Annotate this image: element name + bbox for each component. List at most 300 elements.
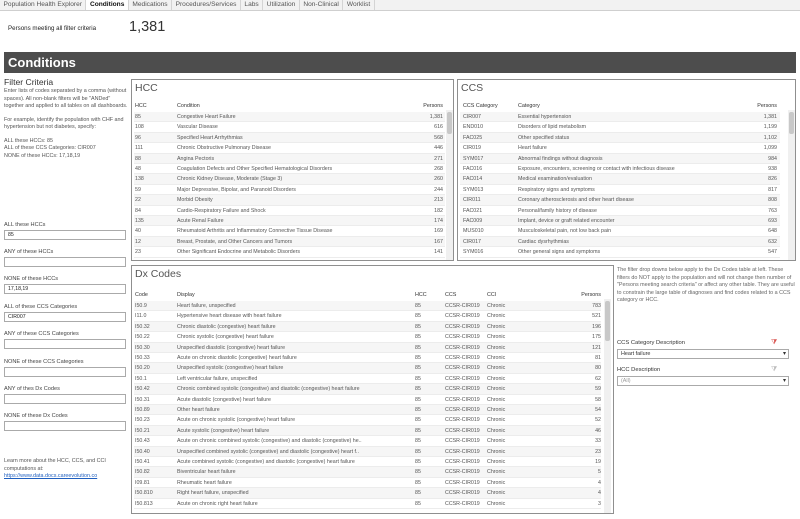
ccs-scrollbar-thumb[interactable]	[789, 112, 794, 134]
ccs-cell-persons: 984	[768, 155, 777, 162]
ccs-cell-category: Heart failure	[518, 145, 547, 152]
dx-cell-ccs: CCSR-CIR019	[445, 417, 480, 424]
dx-cell-display: Unspecified diastolic (congestive) heart failure	[177, 344, 286, 351]
ccs-category-filter-label: CCS Category Description	[617, 340, 685, 346]
dx-cell-display: Chronic diastolic (congestive) heart failure	[177, 323, 276, 330]
any-of-these-hccs-label: ANY of these HCCs	[4, 249, 54, 255]
hcc-cell-hcc: 111	[135, 145, 144, 152]
table-row[interactable]	[134, 237, 445, 247]
learn-more-text: Learn more about the HCC, CCS, and CCI computations at:	[4, 458, 106, 472]
ccs-cell-category: Exposure, encounters, screening or contact with infectious disease	[518, 166, 675, 172]
dx-cell-ccs: CCSR-CIR019	[445, 427, 480, 434]
dx-cell-display: Left ventricular failure, unspecified	[177, 375, 258, 382]
table-row[interactable]	[134, 185, 445, 195]
hcc-cell-hcc: 88	[135, 155, 141, 162]
hcc-cell-hcc: 85	[135, 114, 141, 120]
table-row[interactable]	[134, 488, 601, 498]
dx-cell-hcc: 85	[415, 334, 421, 341]
dx-cell-code: I50.9	[135, 303, 147, 309]
dx-cell-display: Chronic combined systolic (congestive) and diastolic (congestive) heart failure	[177, 386, 360, 393]
dx-cell-code: I50.43	[135, 438, 150, 445]
learn-more	[4, 458, 128, 481]
dx-cell-code: I50.33	[135, 355, 150, 361]
dx-cell-cci: Chronic	[487, 469, 506, 476]
ccs-category-dropdown-value: Heart failure	[621, 351, 651, 357]
hcc-cell-condition: Cardio-Respiratory Failure and Shock	[177, 207, 266, 214]
dx-cell-display: Rheumatic heart failure	[177, 479, 232, 486]
hcc-cell-hcc: 108	[135, 124, 144, 131]
table-row[interactable]	[134, 164, 445, 174]
ccs-cell-ccs-category: MUS010	[463, 228, 484, 235]
none-of-these-dx-codes-input[interactable]	[4, 421, 126, 431]
dx-cell-hcc: 85	[415, 448, 421, 455]
ccs-cell-category: Other specified status	[518, 134, 570, 141]
dx-cell-display: Acute on chronic combined systolic (congestive) and diastolic (congestive) he..	[177, 438, 362, 445]
dx-cell-hcc: 85	[415, 427, 421, 434]
ccs-cell-ccs-category: CIR017	[463, 238, 481, 245]
all-these-hccs-label: ALL these HCCs	[4, 222, 46, 228]
dx-cell-ccs: CCSR-CIR019	[445, 500, 480, 507]
filter-criteria-title: Filter Criteria	[4, 77, 54, 87]
tab-utilization[interactable]: Utilization	[263, 0, 300, 10]
ccs-header-category[interactable]: Category	[518, 103, 540, 109]
hcc-cell-condition: Major Depressive, Bipolar, and Paranoid Disorders	[177, 186, 296, 193]
table-row[interactable]	[134, 112, 445, 122]
dx-cell-ccs: CCSR-CIR019	[445, 344, 480, 351]
hcc-cell-persons: 260	[434, 176, 443, 183]
hcc-cell-hcc: 48	[135, 166, 141, 172]
table-row[interactable]	[134, 478, 601, 488]
ccs-header-persons[interactable]: Persons	[757, 103, 777, 109]
table-row[interactable]	[460, 154, 780, 164]
filter-example-2: ALL of these CCS Categories: CIR007	[4, 145, 96, 151]
dx-cell-persons: 46	[595, 427, 601, 434]
dx-cell-persons: 81	[595, 355, 601, 361]
dx-cell-display: Chronic systolic (congestive) heart failure	[177, 334, 274, 341]
dx-cell-cci: Chronic	[487, 334, 506, 341]
dx-cell-code: I09.81	[135, 479, 150, 486]
hcc-header-condition[interactable]: Condition	[177, 103, 200, 109]
dx-cell-ccs: CCSR-CIR019	[445, 407, 480, 413]
hcc-cell-condition: Acute Renal Failure	[177, 218, 224, 224]
dx-cell-code: I50.22	[135, 334, 150, 341]
chevron-down-icon: ▾	[782, 351, 786, 357]
table-row[interactable]	[134, 122, 445, 132]
filter-example-3: NONE of these HCCs: 17,18,19	[4, 152, 81, 159]
dx-cell-code: I50.31	[135, 396, 150, 403]
dx-cell-cci: Chronic	[487, 490, 506, 497]
dx-cell-hcc: 85	[415, 417, 421, 424]
dx-header-persons[interactable]: Persons	[581, 292, 601, 298]
dx-cell-persons: 58	[595, 396, 601, 403]
table-row[interactable]	[134, 405, 601, 415]
table-row[interactable]	[134, 216, 445, 226]
ccs-cell-persons: 938	[768, 166, 777, 172]
dx-cell-cci: Chronic	[487, 417, 506, 424]
dx-cell-display: Acute on chronic diastolic (congestive) heart failure	[177, 355, 297, 361]
dx-cell-display: Acute systolic (congestive) heart failure	[177, 427, 270, 434]
table-row[interactable]	[134, 247, 445, 257]
table-row[interactable]	[460, 195, 780, 205]
dx-cell-hcc: 85	[415, 469, 421, 476]
ccs-cell-ccs-category: CIR019	[463, 145, 481, 152]
dx-cell-persons: 52	[595, 417, 601, 424]
dx-cell-cci: Chronic	[487, 375, 506, 382]
table-row[interactable]	[134, 311, 601, 321]
hcc-table-title: HCC	[135, 82, 158, 94]
dx-cell-persons: 4	[598, 490, 601, 497]
ccs-cell-persons: 817	[768, 186, 777, 193]
table-row[interactable]	[134, 226, 445, 236]
hcc-cell-condition: Breast, Prostate, and Other Cancers and Tumors	[177, 238, 293, 245]
dx-cell-code: I50.42	[135, 386, 150, 393]
tab-medications[interactable]: Medications	[129, 0, 172, 10]
table-row[interactable]	[134, 384, 601, 394]
ccs-scrollbar[interactable]	[788, 110, 795, 260]
tab-non-clinical[interactable]: Non-Clinical	[300, 0, 344, 10]
tab-population-health-explorer[interactable]: Population Health Explorer	[0, 0, 86, 10]
ccs-cell-ccs-category: SYM017	[463, 155, 484, 162]
table-row[interactable]	[460, 247, 780, 257]
dx-cell-display: Acute on chronic right heart failure	[177, 500, 258, 507]
table-row[interactable]	[460, 226, 780, 236]
table-row[interactable]	[134, 499, 601, 509]
dx-cell-display: Biventricular heart failure	[177, 469, 236, 476]
dx-cell-display: Unspecified combined systolic (congestive) and diastolic (congestive) heart f..	[177, 448, 359, 455]
ccs-cell-category: Cardiac dysrhythmias	[518, 238, 569, 245]
hcc-scrollbar[interactable]	[446, 110, 453, 260]
table-row[interactable]	[134, 322, 601, 332]
dx-scrollbar-thumb[interactable]	[605, 301, 610, 341]
summary-count: 1,381	[129, 19, 166, 35]
hcc-cell-hcc: 59	[135, 186, 141, 193]
dx-header-code[interactable]: Code	[135, 292, 148, 298]
hcc-cell-persons: 568	[434, 134, 443, 141]
dx-cell-persons: 4	[598, 479, 601, 486]
learn-more-link[interactable]: https://www.data.docs.careevolution.co	[4, 473, 98, 479]
all-these-hccs-input[interactable]	[4, 230, 126, 240]
dx-cell-ccs: CCSR-CIR019	[445, 479, 480, 486]
dx-cell-ccs: CCSR-CIR019	[445, 334, 480, 341]
hcc-cell-hcc: 84	[135, 207, 141, 214]
ccs-cell-persons: 808	[768, 197, 777, 204]
dx-cell-cci: Chronic	[487, 438, 506, 445]
hcc-cell-hcc: 96	[135, 134, 141, 141]
dx-cell-code: I50.32	[135, 323, 150, 330]
ccs-cell-category: Essential hypertension	[518, 114, 572, 120]
dx-cell-code: I50.82	[135, 469, 150, 476]
hcc-cell-persons: 271	[434, 155, 443, 162]
dx-cell-code: I50.1	[135, 375, 147, 382]
table-row[interactable]	[460, 143, 780, 153]
hcc-cell-persons: 244	[434, 186, 443, 193]
dx-cell-ccs: CCSR-CIR019	[445, 313, 480, 320]
hcc-cell-condition: Angina Pectoris	[177, 155, 215, 162]
dx-header-hcc[interactable]: HCC	[415, 292, 427, 298]
dx-codes-table-title: Dx Codes	[135, 268, 182, 280]
hcc-cell-condition: Coagulation Defects and Other Specified Hematological Disorders	[177, 166, 333, 172]
table-row[interactable]	[134, 436, 601, 446]
dx-cell-ccs: CCSR-CIR019	[445, 386, 480, 393]
filter-criteria-panel	[4, 77, 128, 160]
ccs-cell-ccs-category: FAC014	[463, 176, 483, 183]
table-row[interactable]	[134, 467, 601, 477]
ccs-category-dropdown[interactable]	[617, 349, 789, 359]
dx-cell-hcc: 85	[415, 313, 421, 320]
table-row[interactable]	[134, 415, 601, 425]
dx-cell-persons: 54	[595, 407, 601, 413]
ccs-cell-persons: 1,102	[763, 134, 777, 141]
dx-cell-cci: Chronic	[487, 323, 506, 330]
table-row[interactable]	[134, 457, 601, 467]
ccs-cell-persons: 1,199	[763, 124, 777, 131]
hcc-cell-hcc: 12	[135, 238, 141, 245]
table-row[interactable]	[134, 174, 445, 184]
dx-cell-hcc: 85	[415, 479, 421, 486]
dx-cell-ccs: CCSR-CIR019	[445, 469, 480, 476]
hcc-cell-persons: 268	[434, 166, 443, 172]
hcc-description-filter-label: HCC Description	[617, 367, 661, 373]
dx-cell-display: Acute combined systolic (congestive) and diastolic (congestive) heart failure	[177, 459, 355, 465]
dx-cell-persons: 33	[595, 438, 601, 445]
dx-cell-cci: Chronic	[487, 427, 506, 434]
hcc-cell-persons: 446	[434, 145, 443, 152]
ccs-cell-persons: 632	[768, 238, 777, 245]
dx-cell-display: Unspecified systolic (congestive) heart failure	[177, 365, 284, 372]
hcc-cell-condition: Specified Heart Arrhythmias	[177, 134, 243, 141]
ccs-cell-category: Respiratory signs and symptoms	[518, 186, 595, 193]
all-of-these-ccs-categories-input[interactable]	[4, 312, 126, 322]
dx-cell-display: Hypertensive heart disease with heart failure	[177, 313, 282, 320]
hcc-cell-persons: 169	[434, 228, 443, 235]
hcc-cell-persons: 167	[434, 238, 443, 245]
dx-cell-display: Right heart failure, unspecified	[177, 490, 249, 497]
table-row[interactable]	[134, 195, 445, 205]
table-row[interactable]	[134, 301, 601, 311]
dx-header-display[interactable]: Display	[177, 292, 195, 298]
table-row[interactable]	[134, 395, 601, 405]
table-row[interactable]	[134, 426, 601, 436]
filter-example-1: ALL these HCCs: 85	[4, 137, 53, 144]
dx-cell-hcc: 85	[415, 386, 421, 393]
table-row[interactable]	[134, 332, 601, 342]
dx-cell-cci: Chronic	[487, 365, 506, 372]
none-of-these-ccs-categories-input[interactable]	[4, 367, 126, 377]
dx-cell-code: I50.810	[135, 490, 153, 497]
dx-cell-code: I11.0	[135, 313, 147, 320]
dx-cell-ccs: CCSR-CIR019	[445, 323, 480, 330]
table-row[interactable]	[134, 206, 445, 216]
dx-cell-hcc: 85	[415, 438, 421, 445]
hcc-cell-hcc: 22	[135, 197, 141, 204]
table-row[interactable]	[460, 112, 780, 122]
ccs-cell-category: Musculoskeletal pain, not low back pain	[518, 228, 612, 235]
ccs-cell-persons: 648	[768, 228, 777, 235]
ccs-cell-category: Other general signs and symptoms	[518, 249, 601, 256]
dx-cell-cci: Chronic	[487, 396, 506, 403]
ccs-header-ccs-category[interactable]: CCS Category	[463, 103, 498, 109]
dx-cell-persons: 80	[595, 365, 601, 372]
table-row[interactable]	[134, 133, 445, 143]
table-row[interactable]	[134, 447, 601, 457]
hcc-cell-persons: 141	[434, 249, 443, 256]
filter-description: Enter lists of codes separated by a comma (without spaces). All non-blank filters will be "ANDed" together and applied to all tables on all dashboards.	[4, 88, 128, 109]
dx-cell-persons: 19	[595, 459, 601, 465]
ccs-cell-persons: 547	[768, 249, 777, 256]
ccs-cell-category: Medical examination/evaluation	[518, 176, 592, 183]
dx-cell-display: Heart failure, unspecified	[177, 303, 236, 309]
hcc-cell-persons: 616	[434, 124, 443, 131]
ccs-cell-ccs-category: FAC016	[463, 166, 483, 172]
hcc-cell-hcc: 138	[135, 176, 144, 183]
dx-cell-cci: Chronic	[487, 355, 506, 361]
chevron-down-icon: ▾	[782, 378, 786, 384]
table-row[interactable]	[460, 164, 780, 174]
table-row[interactable]	[460, 237, 780, 247]
hcc-cell-condition: Vascular Disease	[177, 124, 218, 131]
ccs-cell-ccs-category: FAC021	[463, 207, 483, 214]
dx-filter-note: The filter drop downs below apply to the Dx Codes table at left. These filters do NOT apply to the population and will not change then number of "Persons meeting search criteria" or affect any other table. They are useful to constrain the large table of diagnoses and find codes related to a CCS category or HCC.	[617, 267, 795, 303]
dx-cell-ccs: CCSR-CIR019	[445, 396, 480, 403]
all-of-these-ccs-categories-label: ALL of these CCS Categories	[4, 304, 78, 310]
table-row[interactable]	[460, 206, 780, 216]
tab-worklist[interactable]: Worklist	[343, 0, 374, 10]
dx-cell-ccs: CCSR-CIR019	[445, 375, 480, 382]
dx-cell-cci: Chronic	[487, 344, 506, 351]
dx-cell-display: Acute diastolic (congestive) heart failure	[177, 396, 271, 403]
any-of-thes-dx-codes-input[interactable]	[4, 394, 126, 404]
page-title-bar	[4, 52, 796, 73]
hcc-scrollbar-thumb[interactable]	[447, 112, 452, 134]
dx-cell-hcc: 85	[415, 459, 421, 465]
page-title: Conditions	[8, 55, 76, 70]
filter-funnel-icon[interactable]: ⧩	[771, 366, 778, 373]
ccs-cell-category: Disorders of lipid metabolism	[518, 124, 587, 131]
tab-conditions[interactable]: Conditions	[86, 0, 128, 10]
ccs-cell-persons: 693	[768, 218, 777, 224]
dx-cell-hcc: 85	[415, 375, 421, 382]
ccs-table-panel	[457, 79, 796, 261]
dx-cell-ccs: CCSR-CIR019	[445, 490, 480, 497]
none-of-these-dx-codes-label: NONE of these Dx Codes	[4, 413, 68, 419]
table-row[interactable]	[134, 363, 601, 373]
ccs-cell-persons: 763	[768, 207, 777, 214]
dx-cell-persons: 23	[595, 448, 601, 455]
ccs-cell-category: Abnormal findings without diagnosis	[518, 155, 603, 162]
dx-cell-cci: Chronic	[487, 303, 506, 309]
hcc-cell-hcc: 23	[135, 249, 141, 256]
dx-scrollbar[interactable]	[604, 299, 611, 513]
dx-cell-persons: 59	[595, 386, 601, 393]
dx-header-ccs[interactable]: CCS	[445, 292, 457, 298]
hcc-description-dropdown[interactable]	[617, 376, 789, 386]
dx-cell-persons: 3	[598, 500, 601, 507]
ccs-cell-ccs-category: SYM016	[463, 249, 484, 256]
hcc-cell-condition: Rheumatoid Arthritis and Inflammatory Connective Tissue Disease	[177, 228, 333, 235]
dx-cell-hcc: 85	[415, 303, 421, 309]
dx-cell-code: I50.40	[135, 448, 150, 455]
table-row[interactable]	[134, 353, 601, 363]
ccs-cell-category: Personal/family history of disease	[518, 207, 597, 214]
dx-cell-hcc: 85	[415, 365, 421, 372]
dx-cell-display: Acute on chronic systolic (congestive) heart failure	[177, 417, 296, 424]
dx-header-cci[interactable]: CCI	[487, 292, 497, 298]
dx-cell-cci: Chronic	[487, 386, 506, 393]
table-row[interactable]	[134, 374, 601, 384]
dx-cell-ccs: CCSR-CIR019	[445, 355, 480, 361]
ccs-cell-persons: 1,099	[763, 145, 777, 152]
tab-labs[interactable]: Labs	[241, 0, 263, 10]
summary-label: Persons meeting all filter criteria	[8, 25, 97, 32]
dx-cell-cci: Chronic	[487, 479, 506, 486]
ccs-cell-ccs-category: END010	[463, 124, 484, 131]
dx-cell-ccs: CCSR-CIR019	[445, 365, 480, 372]
hcc-cell-condition: Other Significant Endocrine and Metabolic Disorders	[177, 249, 301, 256]
table-row[interactable]	[134, 154, 445, 164]
dx-cell-ccs: CCSR-CIR019	[445, 303, 480, 309]
ccs-cell-ccs-category: FAC009	[463, 218, 483, 224]
tab-procedures-services[interactable]: Procedures/Services	[172, 0, 241, 10]
any-of-these-hccs-input[interactable]	[4, 257, 126, 267]
hcc-cell-persons: 213	[434, 197, 443, 204]
dx-cell-persons: 175	[592, 334, 601, 341]
dx-cell-persons: 783	[592, 303, 601, 309]
hcc-header-hcc[interactable]: HCC	[135, 103, 147, 109]
filter-example: For example, identify the population with CHF and hypertension but not diabetes, specify:	[4, 116, 124, 130]
hcc-cell-hcc: 135	[135, 218, 144, 224]
ccs-cell-ccs-category: SYM013	[463, 186, 484, 193]
none-of-these-hccs-input[interactable]	[4, 284, 126, 294]
hcc-table-panel	[131, 79, 454, 261]
dx-cell-code: I50.89	[135, 407, 150, 413]
dx-cell-persons: 5	[598, 469, 601, 476]
dx-cell-ccs: CCSR-CIR019	[445, 459, 480, 465]
table-row[interactable]	[460, 122, 780, 132]
hcc-description-dropdown-value: (All)	[621, 378, 631, 384]
dx-cell-code: I50.30	[135, 344, 150, 351]
filter-funnel-icon[interactable]: ⧩	[771, 339, 778, 346]
dx-codes-table-panel	[131, 265, 614, 514]
dx-cell-ccs: CCSR-CIR019	[445, 448, 480, 455]
table-row[interactable]	[460, 216, 780, 226]
hcc-header-persons[interactable]: Persons	[423, 103, 443, 109]
table-row[interactable]	[460, 185, 780, 195]
dx-cell-hcc: 85	[415, 396, 421, 403]
dx-cell-hcc: 85	[415, 490, 421, 497]
hcc-cell-persons: 182	[434, 207, 443, 214]
dx-cell-persons: 521	[592, 313, 601, 320]
dx-cell-code: I50.23	[135, 417, 150, 424]
table-row[interactable]	[460, 133, 780, 143]
hcc-cell-condition: Chronic Kidney Disease, Moderate (Stage 3)	[177, 176, 283, 183]
ccs-cell-persons: 826	[768, 176, 777, 183]
table-row[interactable]	[460, 174, 780, 184]
table-row[interactable]	[134, 143, 445, 153]
dx-cell-hcc: 85	[415, 323, 421, 330]
ccs-cell-ccs-category: CIR011	[463, 197, 481, 204]
hcc-cell-persons: 174	[434, 218, 443, 224]
ccs-cell-category: Coronary atherosclerosis and other heart disease	[518, 197, 635, 204]
table-row[interactable]	[134, 343, 601, 353]
dx-cell-hcc: 85	[415, 500, 421, 507]
tab-bar	[0, 0, 800, 11]
dx-cell-persons: 62	[595, 375, 601, 382]
any-of-these-ccs-categories-label: ANY of these CCS Categories	[4, 331, 79, 337]
none-of-these-ccs-categories-label: NONE of these CCS Categories	[4, 359, 84, 365]
ccs-cell-category: Implant, device or graft related encounter	[518, 218, 615, 224]
any-of-these-ccs-categories-input[interactable]	[4, 339, 126, 349]
hcc-cell-condition: Chronic Obstructive Pulmonary Disease	[177, 145, 271, 152]
